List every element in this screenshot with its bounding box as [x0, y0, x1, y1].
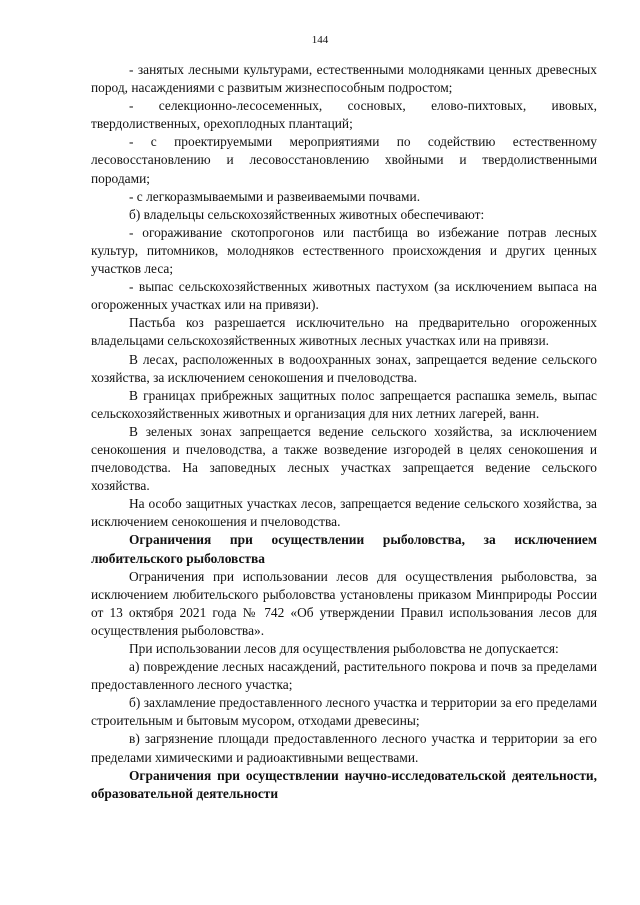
- paragraph: В границах прибрежных защитных полос запрещается распашка земель, выпас сельскохозяйственных животных и организация для них летних лагерей, ванн.: [91, 387, 597, 421]
- paragraph: - с проектируемыми мероприятиями по содействию естественному лесовосстановлению и лесовосстановлению хвойными и твердолиственными породами;: [91, 134, 597, 186]
- paragraph: - селекционно-лесосеменных, сосновых, елово-пихтовых, ивовых, твердолиственных, орехоплодных плантаций;: [91, 98, 597, 132]
- paragraph: в) загрязнение площади предоставленного лесного участка и территории за его пределами химическими и радиоактивными веществами.: [91, 731, 597, 765]
- paragraph: При использовании лесов для осуществления рыболовства не допускается:: [129, 641, 559, 656]
- section-heading-research: Ограничения при осуществлении научно-исследовательской деятельности, образовательной деятельности: [91, 767, 597, 801]
- paragraph: - огораживание скотопрогонов или пастбища во избежание потрав лесных культур, питомников, молодняков естественного происхождения и других ценных участков леса;: [91, 224, 597, 277]
- paragraph: - занятых лесными культурами, естественными молодняками ценных древесных пород, насаждениями с развитым жизнеспособным подростом;: [91, 62, 597, 96]
- section-heading-fishing: Ограничения при осуществлении рыболовства, за исключением любительского рыболовства: [91, 532, 597, 566]
- paragraph: а) повреждение лесных насаждений, растительного покрова и почв за пределами предоставленного лесного участка;: [91, 659, 597, 693]
- paragraph: В зеленых зонах запрещается ведение сельского хозяйства, за исключением сенокошения и пчеловодства, а также возведение изгородей в целях сенокошения и пчеловодства. На заповедных лесных участках запрещается ведение сельского хозяйства.: [91, 423, 597, 494]
- paragraph: В лесах, расположенных в водоохранных зонах, запрещается ведение сельского хозяйства, за исключением сенокошения и пчеловодства.: [91, 351, 597, 385]
- paragraph: Ограничения при использовании лесов для осуществления рыболовства, за исключением любительского рыболовства установлены приказом Минприроды России от 13 октября 2021 года № 742 «Об утверждении Правил использования лесов для осуществления рыболовства».: [91, 568, 597, 638]
- paragraph: На особо защитных участках лесов, запрещается ведение сельского хозяйства, за исключением сенокошения и пчеловодства.: [91, 496, 597, 530]
- paragraph: - выпас сельскохозяйственных животных пастухом (за исключением выпаса на огороженных участках или на привязи).: [91, 279, 597, 313]
- paragraph: - с легкоразмываемыми и развеиваемыми почвами.: [129, 188, 421, 204]
- paragraph: Пастьба коз разрешается исключительно на предварительно огороженных владельцами сельскохозяйственных животных лесных участках или на привязи.: [91, 315, 597, 349]
- document-body: [91, 61, 597, 803]
- paragraph: б) захламление предоставленного лесного участка и территории за его пределами строительным и бытовым мусором, отходами древесины;: [91, 695, 597, 729]
- page-number: 144: [311, 34, 329, 46]
- paragraph: б) владельцы сельскохозяйственных животных обеспечивают:: [129, 206, 485, 222]
